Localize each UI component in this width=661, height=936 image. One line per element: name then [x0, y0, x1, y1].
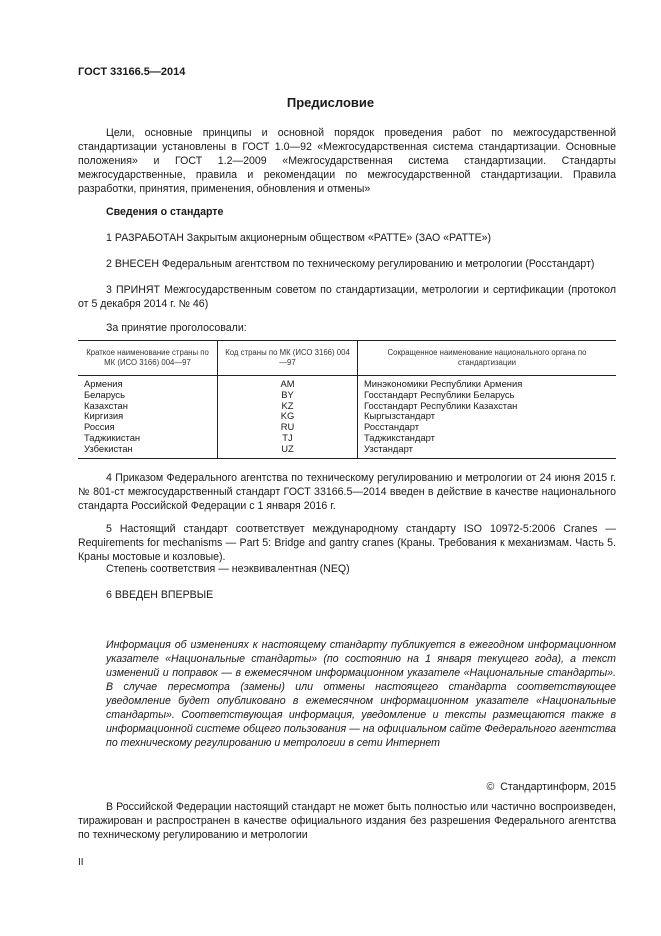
column-header-country: Краткое наименование страны по МК (ИСО 3166) 004—97 — [78, 341, 218, 376]
country-name: Киргизия — [78, 411, 218, 422]
standards-body: Госстандарт Республики Беларусь — [364, 388, 515, 400]
voted-label: За принятие проголосовали: — [106, 322, 247, 334]
copyright-text: Стандартинформ, 2015 — [500, 781, 616, 793]
column-header-code: Код страны по МК (ИСО 3166) 004—97 — [218, 341, 358, 376]
item-order: 4 Приказом Федерального агентства по техническому регулированию и метрологии от 24 июня 2015 г. № 801-ст межгосударственный стандарт ГОСТ 33166.5—2014 введен в действие в качестве национального стандарта Российской Федерации с 1 января 2016 г. — [78, 472, 616, 512]
page-number: II — [78, 857, 84, 868]
country-name: Казахстан — [78, 401, 218, 412]
item-adopted: 3 ПРИНЯТ Межгосударственным советом по стандартизации, метрологии и сертификации (протокол от 5 декабря 2014 г. № 46) — [78, 284, 616, 310]
table-row — [78, 433, 616, 444]
standards-body: Кыргызстандарт — [364, 410, 436, 422]
country-name: Армения — [78, 376, 218, 390]
column-header-body: Сокращенное наименование национального органа по стандартизации — [358, 341, 617, 376]
item-correspondence: 5 Настоящий стандарт соответствует международному стандарту ISO 10972-5:2006 Cranes — Requirements for mechanisms — Part 5: Bridge and gantry cranes (Краны. Требования к механизмам. Часть 5. Краны мостовые и козловые). — [78, 523, 616, 563]
item-introduced: 2 ВНЕСЕН Федеральным агентством по техническому регулированию и метрологии (Росстандарт) — [106, 258, 595, 270]
country-name: Россия — [78, 422, 218, 433]
standards-body: Таджикстандарт — [364, 431, 435, 443]
change-info-notice: Информация об изменениях к настоящему стандарту публикуется в ежегодном информационном указателе «Национальные стандарты» (по состоянию на 1 января текущего года), а текст изменений и поправок — в ежемесячном информационном указателе «Национальные стандарты». В случае пересмотра (замены) или отмены настоящего стандарта соответствующее уведомление будет опубликовано в ежемесячном информационном указателе «Национальные стандарты». Соответствующая информация, уведомление и тексты размещаются также в информационной системе общего пользования — на официальном сайте Федерального агентства по техническому регулированию и метрологии в сети Интернет — [106, 639, 616, 749]
voting-table — [78, 340, 616, 459]
table-row — [78, 422, 616, 433]
country-name: Узбекистан — [78, 444, 218, 458]
country-code: TJ — [218, 433, 358, 444]
table-row — [78, 401, 616, 412]
table-row — [78, 376, 616, 390]
standards-body: Узстандарт — [358, 444, 617, 458]
standards-body: Росстандарт — [364, 421, 419, 433]
item-developed: 1 РАЗРАБОТАН Закрытым акционерным обществом «РАТТЕ» (ЗАО «РАТТЕ») — [106, 232, 492, 244]
item-first-introduced: 6 ВВЕДЕН ВПЕРВЫЕ — [106, 589, 214, 601]
copyright-line — [486, 781, 616, 793]
preface-intro: Цели, основные принципы и основной порядок проведения работ по межгосударственной стандартизации установлены в ГОСТ 1.0—92 «Межгосударственная система стандартизации. Основные положения» и ГОСТ 1.2—2009 «Межгосударственная система стандартизации. Стандарты межгосударственные, правила и рекомендации по межгосударственной стандартизации. Правила разработки, принятия, применения, обновления и отмены» — [78, 127, 616, 195]
country-code: RU — [218, 422, 358, 433]
country-name: Беларусь — [78, 390, 218, 401]
standard-info-heading: Сведения о стандарте — [106, 206, 224, 218]
country-code: AM — [218, 376, 358, 390]
preface-title: Предисловие — [286, 95, 375, 110]
standard-code: ГОСТ 33166.5—2014 — [78, 66, 186, 78]
country-name: Таджикистан — [78, 433, 218, 444]
country-code: UZ — [218, 444, 358, 458]
table-row — [78, 390, 616, 401]
item-correspondence-degree: Степень соответствия — неэквивалентная (NEQ) — [106, 563, 350, 575]
country-code: KZ — [218, 401, 358, 412]
country-code: KG — [218, 411, 358, 422]
copyright-symbol: © — [486, 781, 495, 793]
reproduction-notice: В Российской Федерации настоящий стандарт не может быть полностью или частично воспроизведен, тиражирован и распространен в качестве официального издания без разрешения Федерального агентства по техническому регулированию и метрологии — [78, 801, 616, 841]
table-row — [78, 444, 616, 458]
standards-body: Госстандарт Республики Казахстан — [364, 399, 518, 411]
table-row — [78, 411, 616, 422]
country-code: BY — [218, 390, 358, 401]
table-header-row — [78, 341, 616, 376]
standards-body: Минэкономики Республики Армения — [364, 378, 523, 389]
